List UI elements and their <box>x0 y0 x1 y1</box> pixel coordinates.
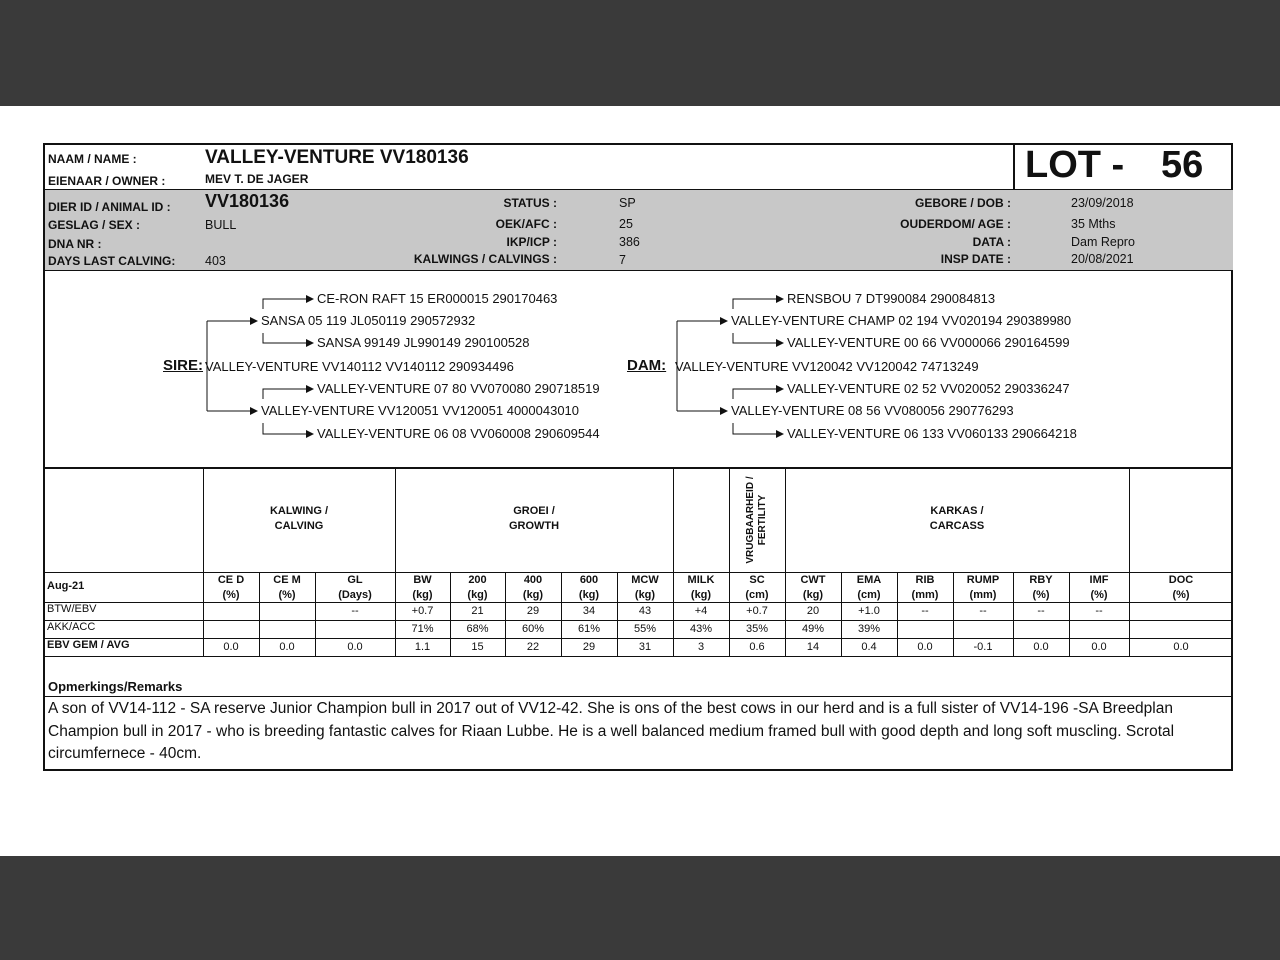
dam-dam-sire: VALLEY-VENTURE 02 52 VV020052 290336247 <box>787 381 1070 396</box>
table-top-border <box>45 468 1233 469</box>
fertility-group-header <box>729 468 785 572</box>
table-cell: -- <box>1037 605 1045 617</box>
column-header-name: BW <box>413 574 432 586</box>
column-header-ce-d <box>203 573 259 603</box>
column-header-unit: (cm) <box>857 589 881 601</box>
table-cell: 61% <box>577 623 601 635</box>
column-header-unit: (kg) <box>522 589 544 601</box>
days-last-calving-label: DAYS LAST CALVING: <box>48 254 176 268</box>
sire-sire-dam: SANSA 99149 JL990149 290100528 <box>317 335 530 350</box>
lot-card <box>43 143 1233 771</box>
column-header-name: RBY <box>1029 574 1053 586</box>
table-cell: -- <box>351 605 359 617</box>
column-header-rib <box>897 573 953 603</box>
remarks-label: Opmerkings/Remarks <box>48 679 183 694</box>
column-header-ce-m <box>259 573 315 603</box>
dna-label: DNA NR : <box>48 237 102 251</box>
column-header-600 <box>561 573 617 603</box>
table-cell: +0.7 <box>411 605 434 617</box>
column-header-unit: (kg) <box>412 589 433 601</box>
dam-name: VALLEY-VENTURE VV120042 VV120042 74713249 <box>675 359 979 374</box>
table-cell: 0.0 <box>917 641 933 653</box>
carcass-group-line1: KARKAS / <box>930 505 984 517</box>
table-cell: 0.0 <box>223 641 239 653</box>
sire-sire-sire: CE-RON RAFT 15 ER000015 290170463 <box>317 291 558 306</box>
table-cell: 0.0 <box>1033 641 1049 653</box>
sire-dam: VALLEY-VENTURE VV120051 VV120051 4000043010 <box>261 403 580 418</box>
table-row-border <box>45 638 1233 639</box>
dam-sire: VALLEY-VENTURE CHAMP 02 194 VV020194 290389980 <box>731 313 1072 328</box>
column-header-unit: (mm) <box>969 589 997 601</box>
column-header-unit: (kg) <box>578 589 600 601</box>
sire-dam-dam: VALLEY-VENTURE 06 08 VV060008 290609544 <box>317 426 600 441</box>
column-header-name: EMA <box>856 574 882 586</box>
column-header-unit: (%) <box>1172 589 1190 601</box>
table-cell: 43 <box>638 605 652 617</box>
table-cell: -- <box>1095 605 1103 617</box>
age-label: OUDERDOM/ AGE : <box>900 217 1011 231</box>
column-header-name: RIB <box>915 574 935 586</box>
table-cell: 0.0 <box>347 641 363 653</box>
data-value: Dam Repro <box>1071 235 1135 249</box>
owner-name: MEV T. DE JAGER <box>205 172 309 186</box>
table-cell: 60% <box>521 623 545 635</box>
pedigree-section <box>45 271 1233 468</box>
table-cell: 0.0 <box>1173 641 1189 653</box>
sex-value: BULL <box>205 218 237 232</box>
table-cell: 0.0 <box>1091 641 1107 653</box>
column-header-gl <box>315 573 395 603</box>
table-cell: 15 <box>471 641 484 653</box>
insp-date-value: 20/08/2021 <box>1071 252 1134 266</box>
table-cell: +0.7 <box>746 605 768 617</box>
animal-info-block <box>45 189 1233 271</box>
column-header-imf <box>1069 573 1129 603</box>
column-header-unit: (%) <box>278 589 296 601</box>
calvings-label: KALWINGS / CALVINGS : <box>413 252 557 266</box>
table-cell: -0.1 <box>973 641 993 653</box>
name-header <box>45 145 1013 189</box>
table-cell: 0.0 <box>279 641 295 653</box>
column-header-name: CWT <box>800 574 826 586</box>
table-cell: 0.6 <box>749 641 765 653</box>
carcass-group-header <box>785 504 1129 534</box>
table-cell: 3 <box>697 641 705 653</box>
column-header-unit: (Days) <box>338 589 372 601</box>
table-column-border <box>1129 468 1130 656</box>
column-header-name: 600 <box>579 574 599 586</box>
table-row-label: AKK/ACC <box>47 621 96 633</box>
table-cell: 35% <box>745 623 769 635</box>
afc-label: OEK/AFC : <box>495 217 557 231</box>
table-cell: 55% <box>633 623 657 635</box>
column-header-ema <box>841 573 897 603</box>
period-label: Aug-21 <box>47 580 85 592</box>
remarks-section <box>45 658 1233 771</box>
remarks-divider <box>45 696 1233 697</box>
column-header-unit: (%) <box>1032 589 1050 601</box>
days-last-calving-value: 403 <box>205 254 226 268</box>
table-cell: -- <box>921 605 929 617</box>
calving-group-line1: KALWING / <box>269 505 329 517</box>
table-cell: 22 <box>526 641 540 653</box>
column-header-unit: (%) <box>1090 589 1108 601</box>
column-header-cwt <box>785 573 841 603</box>
lot-box <box>1013 145 1235 189</box>
table-cell: 34 <box>582 605 596 617</box>
table-cell: +4 <box>694 605 708 617</box>
column-header-name: SC <box>749 574 765 586</box>
sex-label: GESLAG / SEX : <box>48 218 141 232</box>
age-value: 35 Mths <box>1071 217 1116 231</box>
table-cell: 0.4 <box>861 641 877 653</box>
table-cell: 68% <box>466 623 489 635</box>
carcass-group-line2: CARCASS <box>929 520 985 532</box>
table-cell: 29 <box>582 641 596 653</box>
dam-sire-dam: VALLEY-VENTURE 00 66 VV000066 290164599 <box>787 335 1070 350</box>
sire-name: VALLEY-VENTURE VV140112 VV140112 290934496 <box>205 359 514 374</box>
column-header-rby <box>1013 573 1069 603</box>
dam-dam: VALLEY-VENTURE 08 56 VV080056 290776293 <box>731 403 1014 418</box>
afc-value: 25 <box>619 217 633 231</box>
animal-name: VALLEY-VENTURE VV180136 <box>205 147 469 168</box>
column-header-name: CE M <box>273 574 301 586</box>
sire-sire: SANSA 05 119 JL050119 290572932 <box>261 313 476 328</box>
owner-label: EIENAAR / OWNER : <box>48 174 166 188</box>
status-label: STATUS : <box>503 196 557 210</box>
table-cell: 14 <box>806 641 820 653</box>
dam-sire-sire: RENSBOU 7 DT990084 290084813 <box>787 291 996 306</box>
column-header-unit: (kg) <box>634 589 656 601</box>
column-header-mcw <box>617 573 673 603</box>
fertility-group-label: VRUGBAARHEID / FERTILITY <box>745 476 768 564</box>
calving-group-header <box>203 504 395 534</box>
data-label: DATA : <box>972 235 1011 249</box>
lot-label: LOT - <box>1025 144 1125 186</box>
growth-group-header <box>395 504 673 534</box>
dob-value: 23/09/2018 <box>1071 196 1134 210</box>
column-header-400 <box>505 573 561 603</box>
table-cell: 31 <box>638 641 652 653</box>
table-cell: 1.1 <box>414 641 431 653</box>
table-cell: 43% <box>689 623 713 635</box>
table-row-border <box>45 656 1233 657</box>
table-column-border <box>203 468 204 656</box>
column-header-unit: (mm) <box>911 589 939 601</box>
top-dark-band <box>0 0 1280 106</box>
column-header-name: GL <box>347 574 363 586</box>
column-header-unit: (%) <box>222 589 240 601</box>
growth-group-line2: GROWTH <box>508 520 560 532</box>
column-header-name: IMF <box>1089 574 1109 586</box>
table-cell: 39% <box>857 623 881 635</box>
column-header-milk <box>673 573 729 603</box>
table-row-label: BTW/EBV <box>47 603 97 615</box>
ebv-table <box>45 468 1233 658</box>
column-header-name: CE D <box>217 574 245 586</box>
sire-label: SIRE: <box>163 357 204 374</box>
column-header-name: MCW <box>631 574 659 586</box>
bottom-dark-band <box>0 856 1280 960</box>
table-row-border <box>45 620 1233 621</box>
dob-label: GEBORE / DOB : <box>914 196 1011 210</box>
column-header-sc <box>729 573 785 603</box>
table-cell: +1.0 <box>858 605 880 617</box>
dam-dam-dam: VALLEY-VENTURE 06 133 VV060133 290664218 <box>787 426 1077 441</box>
status-value: SP <box>619 196 636 210</box>
remarks-text: A son of VV14-112 - SA reserve Junior Champion bull in 2017 out of VV12-42. She is ons of the best cows in our herd and is a full sister of VV14-196 -SA Breedplan Champion bull in 2017 - who is breeding fantastic calves for Riaan Lubbe. He is a well balanced medium framed bull with good depth and long soft muscling. Scrotal circumfernece - 40cm. <box>48 700 1175 762</box>
column-header-rump <box>953 573 1013 603</box>
name-label: NAAM / NAME : <box>48 152 137 166</box>
table-cell: 71% <box>411 623 434 635</box>
column-header-unit: (kg) <box>467 589 488 601</box>
table-cell: 49% <box>801 623 825 635</box>
table-cell: 20 <box>806 605 820 617</box>
table-cell: -- <box>979 605 987 617</box>
animal-id-value: VV180136 <box>205 191 290 211</box>
sire-dam-sire: VALLEY-VENTURE 07 80 VV070080 290718519 <box>317 381 600 396</box>
growth-group-line1: GROEI / <box>513 505 555 517</box>
column-header-unit: (cm) <box>745 589 769 601</box>
column-header-doc <box>1129 573 1233 603</box>
column-header-unit: (kg) <box>690 589 712 601</box>
column-header-name: DOC <box>1168 574 1194 586</box>
insp-date-label: INSP DATE : <box>940 252 1011 266</box>
table-row-label: EBV GEM / AVG <box>47 639 130 651</box>
column-header-bw <box>395 573 450 603</box>
lot-number: 56 <box>1161 144 1204 186</box>
column-header-name: RUMP <box>966 574 1000 586</box>
animal-id-label: DIER ID / ANIMAL ID : <box>48 200 171 214</box>
icp-label: IKP/ICP : <box>506 235 557 249</box>
column-header-name: 400 <box>523 574 543 586</box>
column-header-200 <box>450 573 505 603</box>
table-cell: 29 <box>526 605 540 617</box>
calvings-value: 7 <box>619 253 626 267</box>
dam-label: DAM: <box>627 357 667 374</box>
icp-value: 386 <box>619 235 640 249</box>
table-cell: 21 <box>471 605 484 617</box>
column-header-name: MILK <box>687 574 715 586</box>
column-header-unit: (kg) <box>802 589 824 601</box>
column-header-name: 200 <box>468 574 487 586</box>
calving-group-line2: CALVING <box>274 520 324 532</box>
